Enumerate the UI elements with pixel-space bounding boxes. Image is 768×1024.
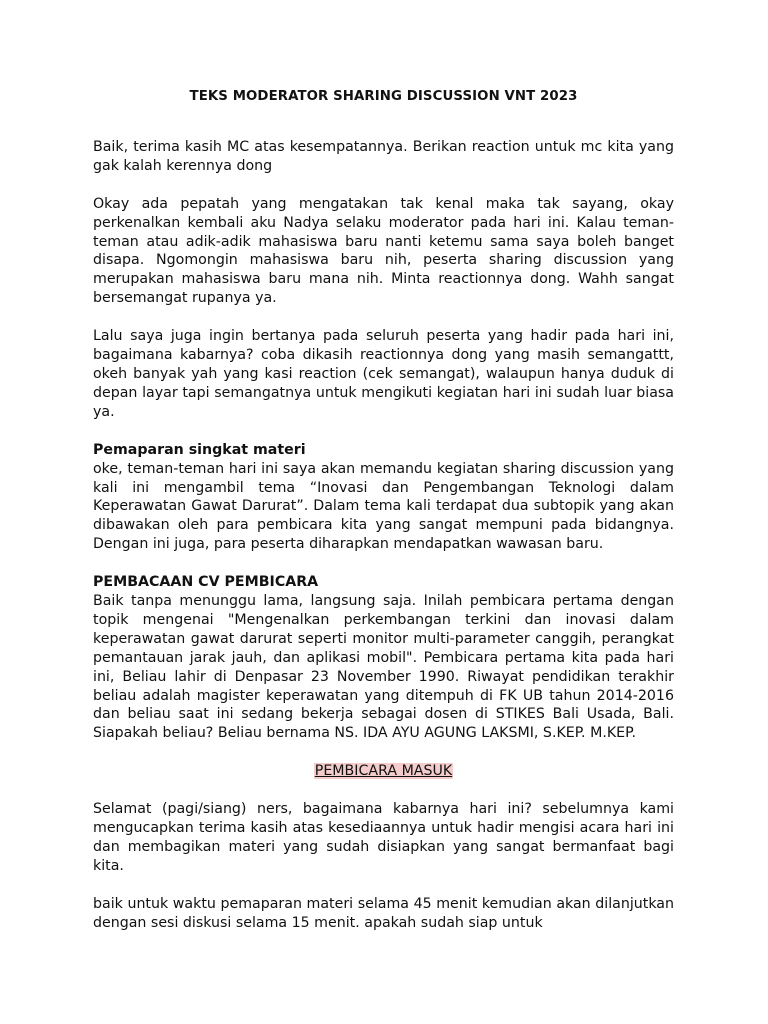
speaker-cue-wrap [93,762,674,781]
document-title: TEKS MODERATOR SHARING DISCUSSION VNT 2023 [189,89,578,104]
document-page [93,88,674,952]
intro-paragraph-1: Baik, terima kasih MC atas kesempatannya. Berikan reaction untuk mc kita yang gak kalah kerennya dong [93,138,674,174]
intro-paragraph-3: Lalu saya juga ingin bertanya pada seluruh peserta yang hadir pada hari ini, bagaimana kabarnya? coba dikasih reactionnya dong yang masih semangattt, okeh banyak yah yang kasi reaction (cek semangat), walaupun hanya duduk di depan layar tapi semangatnya untuk mengikuti kegiatan hari ini sudah luar biasa ya. [93,328,674,420]
section-body-cv: Baik tanpa menunggu lama, langsung saja. Inilah pembicara pertama dengan topik mengenai "Mengenalkan perkembangan terkini dan inovasi dalam keperawatan gawat darurat seperti monitor multi-parameter canggih, perangkat pemantauan jarak jauh, dan aplikasi mobil". Pembicara pertama kita pada hari ini, Beliau lahir di Denpasar 23 November 1990. Riwayat pendidikan terakhir beliau adalah magister keperawatan yang ditempuh di FK UB tahun 2014-2016 dan beliau saat ini sedang bekerja sebagai dosen di STIKES Bali Usada, Bali. Siapakah beliau? Beliau bernama NS. IDA AYU AGUNG LAKSMI, S.KEP. M.KEP. [93,593,674,742]
section-heading-cv: PEMBACAAN CV PEMBICARA [93,574,319,591]
section-body-materi: oke, teman-teman hari ini saya akan memandu kegiatan sharing discussion yang kali ini mengambil tema “Inovasi dan Pengembangan Teknologi dalam Keperawatan Gawat Darurat”. Dalam tema kali terdapat dua subtopik yang akan dibawakan oleh para pembicara kita yang sangat mempuni pada bidangnya. Dengan ini juga, para peserta diharapkan mendapatkan wawasan baru. [93,460,674,553]
section-heading-materi: Pemaparan singkat materi [93,441,306,458]
closing-paragraph-1: Selamat (pagi/siang) ners, bagaimana kabarnya hari ini? sebelumnya kami mengucapkan terima kasih atas kesediaannya untuk hadir mengisi acara hari ini dan membagikan materi yang sudah disiapkan yang sangat bermanfaat bagi kita. [93,801,674,874]
intro-paragraph-2: Okay ada pepatah yang mengatakan tak kenal maka tak sayang, okay perkenalkan kembali aku Nadya selaku moderator pada hari ini. Kalau teman-teman atau adik-adik mahasiswa baru nanti ketemu sama saya boleh banget disapa. Ngomongin mahasiswa baru nih, peserta sharing discussion yang merupakan mahasiswa baru mana nih. Minta reactionnya dong. Wahh sangat bersemangat rupanya ya. [93,195,674,307]
closing-paragraph-2: baik untuk waktu pemaparan materi selama 45 menit kemudian akan dilanjutkan dengan sesi diskusi selama 15 menit. apakah sudah siap untuk [93,895,674,931]
speaker-cue: PEMBICARA MASUK [314,763,453,780]
